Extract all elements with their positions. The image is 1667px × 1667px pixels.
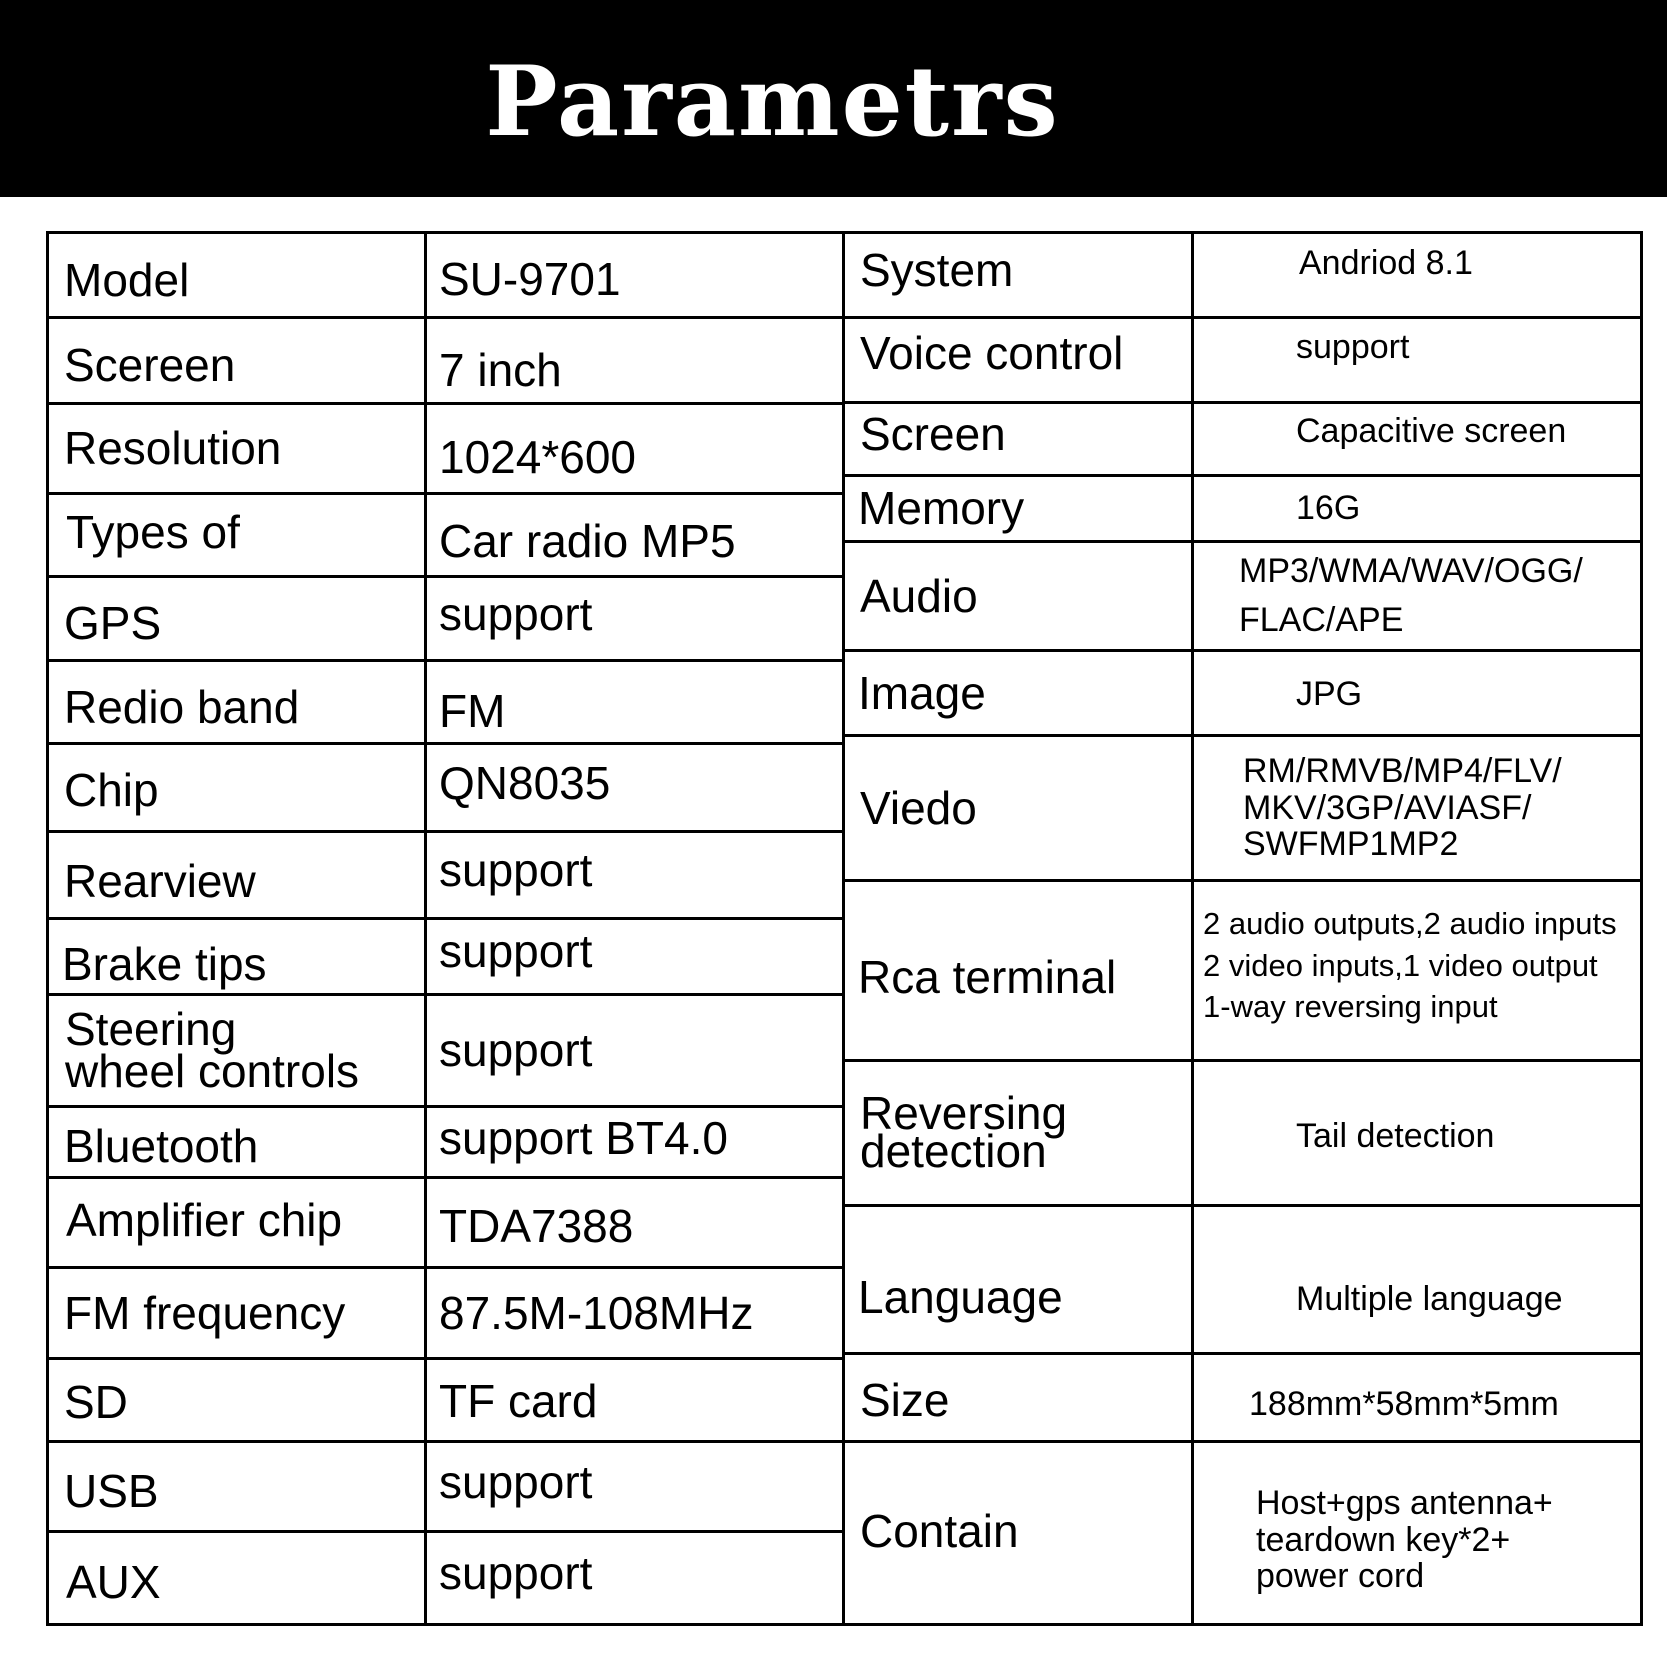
spec-value-reversing-detection: Tail detection bbox=[1296, 1117, 1495, 1156]
label-line: wheel controls bbox=[65, 1044, 360, 1097]
value-line: 2 audio outputs,2 audio inputs bbox=[1203, 905, 1617, 941]
spec-value-voice-control: support bbox=[1296, 328, 1410, 367]
spec-label-model: Model bbox=[64, 253, 190, 306]
spec-value-bluetooth: support BT4.0 bbox=[439, 1111, 728, 1164]
value-line: 1-way reversing input bbox=[1203, 989, 1498, 1025]
header-banner bbox=[0, 0, 1667, 197]
spec-label-fm-frequency: FM frequency bbox=[64, 1286, 346, 1339]
spec-value-system: Andriod 8.1 bbox=[1299, 244, 1473, 283]
spec-value-rearview: support bbox=[439, 843, 593, 896]
spec-label-rca-terminal: Rca terminal bbox=[858, 951, 1117, 1004]
value-line: MP3/WMA/WAV/OGG/ bbox=[1239, 551, 1583, 590]
spec-label-types: Types of bbox=[66, 505, 240, 558]
label-line: detection bbox=[860, 1125, 1047, 1177]
spec-value-contain bbox=[1256, 1443, 1636, 1623]
spec-label-language: Language bbox=[858, 1271, 1063, 1324]
spec-label-image: Image bbox=[858, 666, 986, 719]
spec-label-system: System bbox=[860, 243, 1014, 296]
spec-label-aux: AUX bbox=[66, 1555, 161, 1608]
spec-label-contain: Contain bbox=[860, 1504, 1019, 1557]
spec-value-amplifier-chip: TDA7388 bbox=[439, 1200, 634, 1253]
page-title: Parametrs bbox=[485, 45, 1060, 158]
column-divider bbox=[424, 234, 427, 1623]
column-divider bbox=[1191, 234, 1194, 1623]
spec-label-brake-tips: Brake tips bbox=[62, 938, 267, 991]
spec-label-bluetooth: Bluetooth bbox=[64, 1119, 259, 1172]
spec-label-gps: GPS bbox=[64, 597, 162, 650]
spec-value-chip: QN8035 bbox=[439, 757, 611, 810]
spec-label-voice-control: Voice control bbox=[860, 326, 1124, 379]
parameters-table bbox=[46, 231, 1643, 1626]
spec-value-language: Multiple language bbox=[1296, 1279, 1563, 1318]
spec-value-aux: support bbox=[439, 1546, 593, 1599]
spec-label-memory: Memory bbox=[858, 482, 1025, 535]
spec-label-steering-wheel-controls bbox=[65, 996, 420, 1105]
value-line: power cord bbox=[1256, 1557, 1425, 1596]
spec-value-brake-tips: support bbox=[439, 925, 593, 978]
spec-value-usb: support bbox=[439, 1456, 593, 1509]
value-line: Host+gps antenna+ bbox=[1256, 1483, 1553, 1522]
spec-label-reversing-detection bbox=[860, 1062, 1188, 1204]
label-line: Steering bbox=[65, 1003, 237, 1056]
spec-label-rearview: Rearview bbox=[64, 854, 256, 907]
spec-label-radio-band: Redio band bbox=[64, 680, 300, 733]
spec-label-size: Size bbox=[860, 1374, 950, 1427]
value-line: SWFMP1MP2 bbox=[1243, 825, 1459, 864]
spec-label-screen: Scereen bbox=[64, 339, 236, 392]
value-line: FLAC/APE bbox=[1239, 601, 1404, 639]
value-line: MKV/3GP/AVIASF/ bbox=[1243, 788, 1532, 827]
spec-label-audio: Audio bbox=[860, 569, 978, 622]
value-line: teardown key*2+ bbox=[1256, 1520, 1511, 1559]
spec-label-video: Viedo bbox=[860, 781, 977, 834]
value-line: RM/RMVB/MP4/FLV/ bbox=[1243, 751, 1562, 790]
spec-label-chip: Chip bbox=[64, 764, 159, 817]
spec-value-screen-type: Capacitive screen bbox=[1296, 412, 1567, 451]
spec-value-gps: support bbox=[439, 588, 593, 641]
spec-label-resolution: Resolution bbox=[64, 422, 282, 475]
spec-label-screen-type: Screen bbox=[860, 407, 1006, 460]
spec-value-steering-wheel-controls: support bbox=[439, 1024, 593, 1077]
value-line: 2 video inputs,1 video output bbox=[1203, 947, 1598, 983]
spec-value-radio-band: FM bbox=[439, 684, 506, 737]
spec-value-screen: 7 inch bbox=[439, 344, 562, 397]
spec-value-resolution: 1024*600 bbox=[439, 431, 636, 484]
spec-value-audio bbox=[1239, 543, 1637, 649]
spec-label-usb: USB bbox=[64, 1465, 159, 1518]
spec-value-sd: TF card bbox=[439, 1374, 598, 1427]
spec-value-size: 188mm*58mm*5mm bbox=[1249, 1384, 1559, 1423]
spec-value-rca-terminal bbox=[1203, 882, 1639, 1059]
label-line: Reversing bbox=[860, 1087, 1068, 1140]
spec-label-sd: SD bbox=[64, 1375, 128, 1428]
spec-value-model: SU-9701 bbox=[439, 252, 621, 305]
spec-value-types: Car radio MP5 bbox=[439, 514, 736, 567]
column-divider bbox=[842, 234, 845, 1623]
spec-label-amplifier-chip: Amplifier chip bbox=[66, 1194, 343, 1247]
spec-value-video bbox=[1243, 737, 1637, 879]
spec-value-fm-frequency: 87.5M-108MHz bbox=[439, 1286, 754, 1339]
spec-value-image: JPG bbox=[1296, 675, 1363, 714]
spec-value-memory: 16G bbox=[1296, 488, 1361, 527]
